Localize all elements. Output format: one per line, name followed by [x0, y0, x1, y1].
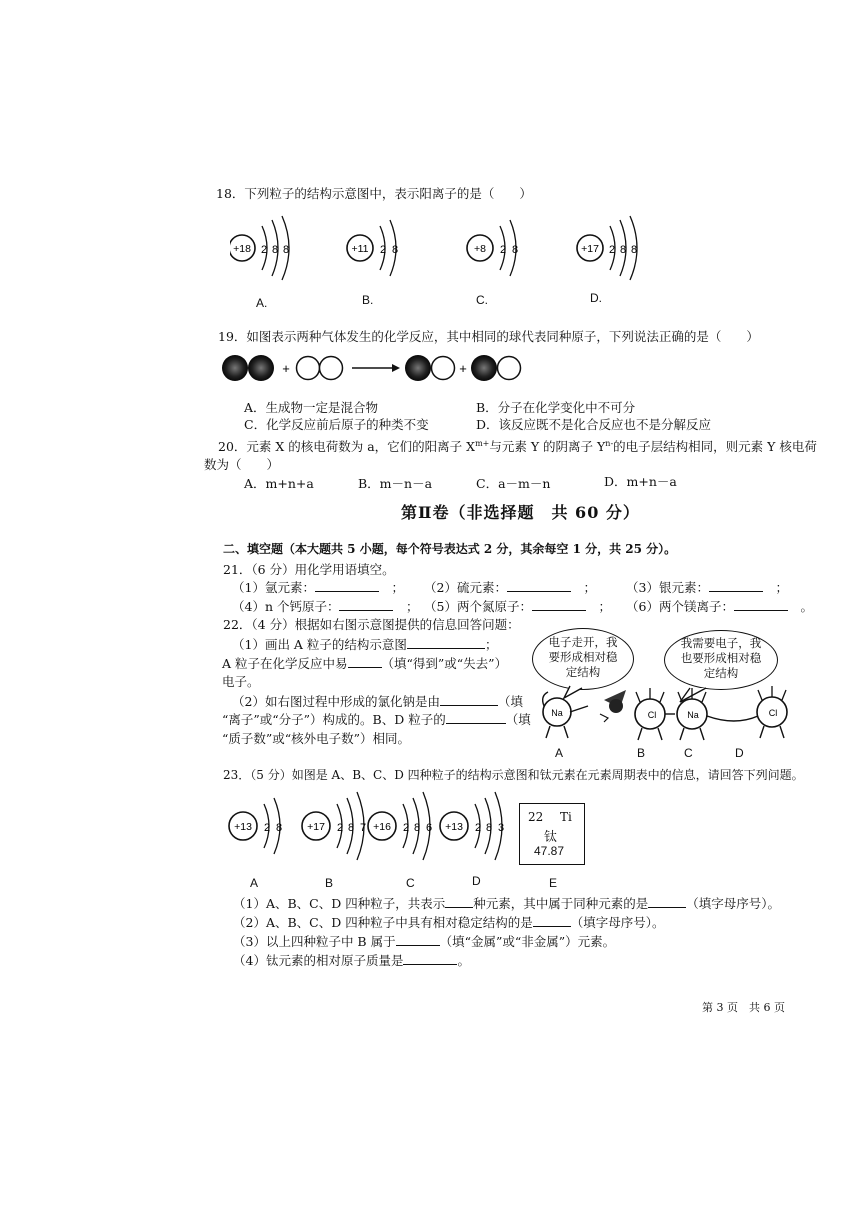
q20-sup-m: m+ [475, 438, 490, 448]
q23-blank-2[interactable] [648, 895, 686, 908]
q22-text-5a: “离子”或“分子”）构成的。B、D 粒子的 [222, 712, 446, 727]
q18-d-shell-1: 2 [608, 244, 616, 256]
q23-c-shell-1: 2 [402, 822, 410, 834]
q23-d-nucleus: +13 [445, 821, 463, 833]
q21-label-4: （4）n 个钙原子： [232, 599, 340, 614]
q19-reaction-diagram [220, 352, 530, 386]
plus-sign-2: + [459, 361, 467, 376]
q23-d-shell-1: 2 [474, 822, 482, 834]
character-a-symbol: Na [551, 708, 563, 718]
q22-text-1-end: ； [484, 637, 498, 652]
q22-text-4a: （2）如右图过程中形成的氯化钠是由 [232, 694, 440, 709]
bubble1-line3: 定结构 [565, 665, 601, 679]
q21-sep-1: ； [391, 580, 404, 595]
q21-label-2: （2）硫元素： [424, 580, 507, 595]
q21-label-1: （1）氩元素： [232, 580, 315, 595]
q18-a-shell-2: 8 [271, 244, 279, 256]
q18-atom-c [467, 220, 518, 276]
q22-stem: 22．（4 分）根据如右图示意图提供的信息回答问题： [223, 617, 520, 632]
q23-blank-5[interactable] [403, 952, 457, 965]
q18-b-nucleus: +11 [351, 243, 369, 255]
q18-label-c: C. [476, 293, 488, 307]
q20-option-d: D．m+n－a [604, 474, 677, 489]
q19-option-a: A．生成物一定是混合物 [244, 400, 379, 415]
q22-line-4 [232, 692, 523, 710]
q20-stem-line2: 数为（ ） [204, 457, 280, 472]
q21-label-3: （3）银元素： [626, 580, 709, 595]
q19-option-c: C．化学反应前后原子的种类不变 [244, 417, 429, 432]
q22-text-2b: （填“得到”或“失去”） [381, 656, 508, 671]
q20-stem-part2: 与元素 Y 的阴离子 Y [489, 439, 606, 454]
q18-c-shell-2: 8 [511, 244, 519, 256]
q21-sep-3: ； [775, 580, 788, 595]
q22-line-5 [222, 710, 531, 728]
q21-sep-5: ； [598, 599, 611, 614]
character-c-symbol: Na [687, 710, 699, 720]
q21-item-4 [232, 597, 419, 615]
q23-s2-text-a: （2）A、B、C、D 四种粒子中具有相对稳定结构的是 [233, 915, 533, 930]
q18-c-shell-1: 2 [499, 244, 507, 256]
q23-a-nucleus: +13 [234, 821, 252, 833]
q21-item-3 [626, 578, 788, 596]
q22-blank-3[interactable] [440, 693, 498, 706]
q18-label-d: D. [590, 291, 602, 305]
q22-line-2 [222, 654, 507, 672]
q21-blank-1[interactable] [315, 579, 379, 592]
q23-b-shell-1: 2 [336, 822, 344, 834]
q21-stem: 21．（6 分）用化学用语填空。 [223, 562, 395, 577]
q20-stem-part1: 20．元素 X 的核电荷数为 a，它们的阳离子 X [218, 439, 476, 454]
character-a-na [543, 692, 588, 738]
q22-text-2a: A 粒子在化学反应中易 [222, 656, 348, 671]
q23-label-a: A [250, 876, 259, 890]
q23-blank-3[interactable] [533, 914, 571, 927]
q21-label-6: （6）两个镁离子： [626, 599, 734, 614]
element-name: 钛 [544, 830, 558, 845]
q22-blank-1[interactable] [407, 636, 485, 649]
product-molecule-1 [405, 355, 455, 381]
q18-b-shell-2: 8 [391, 244, 399, 256]
q23-blank-4[interactable] [396, 933, 440, 946]
q23-c-shell-2: 8 [413, 822, 421, 834]
q23-label-c: C [406, 876, 415, 890]
q21-label-5: （5）两个氮原子： [424, 599, 532, 614]
q23-sub-1 [233, 894, 780, 912]
q19-option-d: D．该反应既不是化合反应也不是分解反应 [476, 417, 712, 432]
q22-line-1 [232, 635, 497, 653]
character-b-cl [635, 688, 675, 740]
q21-item-2 [424, 578, 596, 596]
q21-item-6 [626, 597, 813, 615]
q21-blank-2[interactable] [507, 579, 571, 592]
electron-icon [600, 690, 626, 722]
q18-c-nucleus: +8 [474, 243, 486, 255]
q23-sub-2 [233, 913, 665, 931]
q23-label-d: D [472, 874, 481, 888]
q23-blank-1[interactable] [445, 895, 473, 908]
q22-text-4b: （填 [497, 694, 523, 709]
q23-s1-text-b: 种元素，其中属于同种元素的是 [473, 896, 649, 911]
q18-a-nucleus: +18 [233, 243, 251, 255]
q23-d-shell-2: 8 [485, 822, 493, 834]
q18-label-a: A. [256, 296, 268, 310]
q19-stem: 19．如图表示两种气体发生的化学反应，其中相同的球代表同种原子，下列说法正确的是（ ） [218, 329, 759, 344]
q20-option-a: A．m+n+a [244, 476, 314, 491]
q18-atom-a [230, 216, 289, 280]
q22-fig-label-c: C [684, 746, 693, 760]
q22-fig-label-d: D [735, 746, 744, 760]
q22-blank-4[interactable] [446, 711, 506, 724]
reaction-arrow-icon [352, 364, 400, 372]
q23-atom-c [368, 792, 432, 860]
q21-sep-4: ； [406, 599, 419, 614]
q23-b-shell-3: 7 [359, 822, 367, 834]
q23-s3-text-b: （填“金属”或“非金属”）元素。 [439, 934, 616, 949]
bubble2-line1: 我需要电子，我 [680, 636, 762, 650]
q23-atom-d [440, 792, 504, 860]
q23-sub-3 [233, 932, 615, 950]
element-atomic-number: 22 [528, 810, 544, 824]
q21-blank-5[interactable] [532, 598, 586, 611]
bubble1-line2: 要形成相对稳 [548, 650, 618, 664]
q22-fig-label-b: B [637, 746, 646, 760]
q23-d-shell-3: 3 [497, 822, 505, 834]
plus-sign-1: + [282, 361, 290, 376]
bubble1-line1: 电子走开，我 [548, 635, 618, 649]
q23-sub-4 [233, 951, 470, 969]
q20-stem [218, 437, 817, 455]
q23-b-nucleus: +17 [307, 821, 325, 833]
q18-a-shell-3: 8 [282, 244, 290, 256]
element-symbol: Ti [560, 810, 572, 824]
q23-s3-text-a: （3）以上四种粒子中 B 属于 [233, 934, 396, 949]
bubble2-line3: 定结构 [703, 666, 739, 680]
q20-option-b: B．m－n－a [358, 476, 433, 491]
q23-atom-a [229, 798, 282, 854]
q22-line-3: 电子。 [222, 674, 260, 689]
q21-blank-6[interactable] [734, 598, 788, 611]
character-d-cl [757, 686, 787, 738]
q19-option-b: B．分子在化学变化中不可分 [476, 400, 636, 415]
q21-blank-3[interactable] [709, 579, 763, 592]
product-molecule-2 [471, 355, 521, 381]
q20-option-c: C．a－m－n [476, 476, 551, 491]
q18-d-shell-2: 8 [619, 244, 627, 256]
q20-sup-n: n- [605, 438, 614, 448]
q18-atom-d [577, 216, 637, 280]
q23-label-e: E [549, 876, 558, 890]
q23-b-shell-2: 8 [347, 822, 355, 834]
q23-label-b: B [325, 876, 334, 890]
q23-c-shell-3: 6 [425, 822, 433, 834]
q22-text-5b: （填 [505, 712, 531, 727]
q22-fig-label-a: A [555, 746, 564, 760]
q18-stem: 18．下列粒子的结构示意图中，表示阳离子的是（ ） [216, 186, 532, 201]
q22-text-1: （1）画出 A 粒子的结构示意图 [232, 637, 407, 652]
q18-d-shell-3: 8 [630, 244, 638, 256]
q23-s2-text-b: （填字母序号）。 [570, 915, 665, 930]
q23-a-shell-2: 8 [275, 822, 283, 834]
q23-atom-diagrams [226, 786, 546, 866]
q23-atom-b [302, 792, 366, 860]
q18-atom-diagrams [230, 206, 790, 286]
q21-sep-6: 。 [800, 599, 813, 614]
q23-s4-text-a: （4）钛元素的相对原子质量是 [233, 953, 404, 968]
q21-item-1 [232, 578, 404, 596]
q23-s1-text-c: （填字母序号）。 [686, 896, 781, 911]
q23-s4-text-b: 。 [457, 953, 470, 968]
q20-stem-part3: 的电子层结构相同，则元素 Y 核电荷 [613, 439, 817, 454]
character-b-symbol: Cl [647, 710, 657, 720]
q21-blank-4[interactable] [339, 598, 393, 611]
q18-a-shell-1: 2 [260, 244, 268, 256]
reactant-light-molecule [297, 357, 343, 380]
q21-sep-2: ； [583, 580, 596, 595]
element-mass: 47.87 [534, 844, 565, 858]
ion-characters-illustration [530, 676, 800, 746]
bubble2-line2: 也要形成相对稳 [680, 651, 762, 665]
q23-a-shell-1: 2 [263, 822, 271, 834]
q21-item-5 [424, 597, 611, 615]
q22-blank-2[interactable] [348, 655, 382, 668]
q18-b-shell-1: 2 [379, 244, 387, 256]
q18-atom-b [347, 220, 398, 276]
q23-c-nucleus: +16 [373, 821, 391, 833]
q22-line-6: “质子数”或“核外电子数”）相同。 [222, 731, 411, 746]
q23-stem: 23．（5 分）如图是 A、B、C、D 四种粒子的结构示意图和钛元素在元素周期表中的信息，请回答下列问题。 [223, 768, 804, 782]
reactant-dark-molecule [222, 355, 274, 381]
page-footer: 第 3 页 共 6 页 [702, 1001, 785, 1014]
q18-label-b: B. [362, 293, 374, 307]
q23-s1-text-a: （1）A、B、C、D 四种粒子，共表示 [233, 896, 446, 911]
character-d-symbol: Cl [768, 708, 778, 718]
section2-title: 第Ⅱ卷（非选择题 共 60 分） [401, 503, 640, 522]
section2-instructions: 二、填空题（本大题共 5 小题，每个符号表达式 2 分，其余每空 1 分，共 25 分）。 [223, 542, 677, 556]
q18-d-nucleus: +17 [581, 243, 599, 255]
periodic-element-card [519, 803, 585, 865]
